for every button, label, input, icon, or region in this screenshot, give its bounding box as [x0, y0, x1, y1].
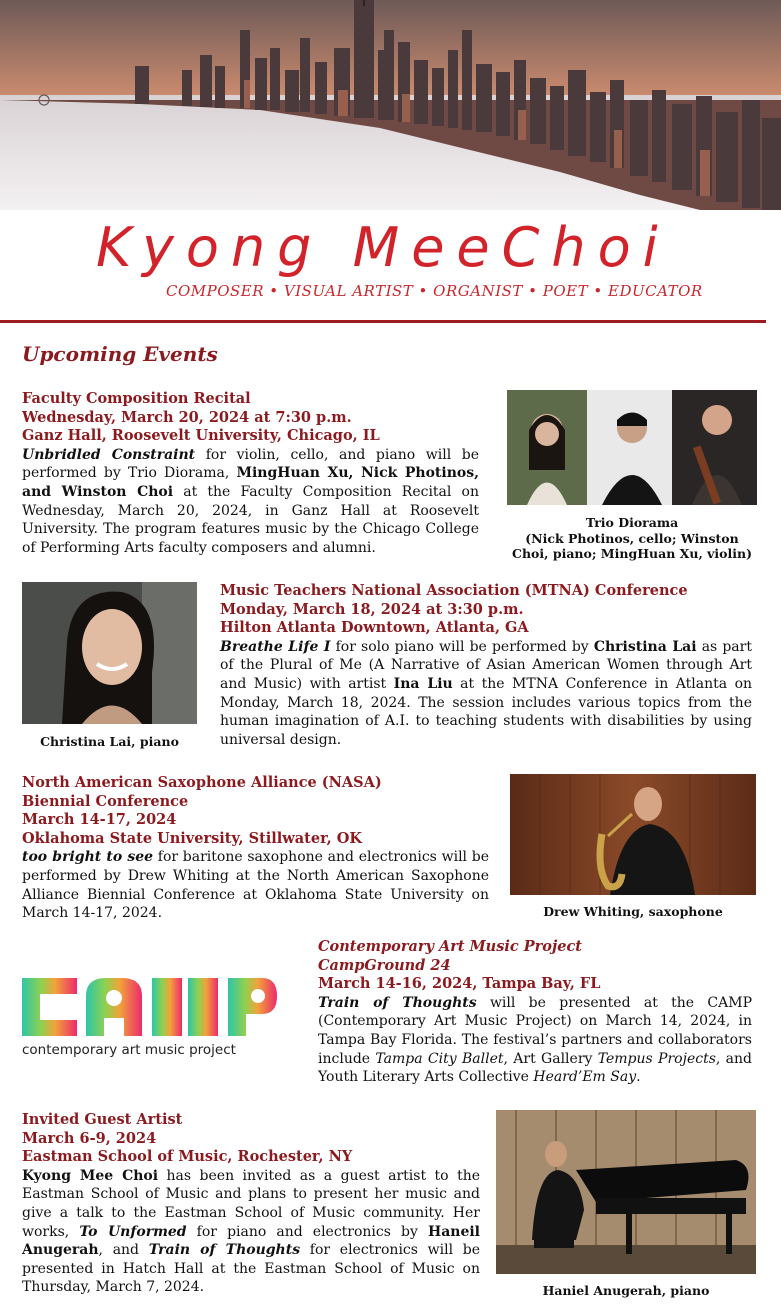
christina-lai-caption: Christina Lai, piano: [40, 734, 179, 749]
event-venue: Oklahoma State University, Stillwater, OK: [22, 829, 363, 847]
event-camp: [318, 938, 752, 1087]
event-title: Faculty Composition Recital: [22, 390, 251, 407]
event-nasa-conference: [22, 774, 489, 923]
event-title: Contemporary Art Music Project: [318, 938, 582, 955]
drew-whiting-photo: [510, 774, 756, 895]
section-title: Upcoming Events: [22, 342, 218, 366]
event-mtna-conference: [220, 582, 752, 749]
event-subtitle: CampGround 24: [318, 956, 451, 974]
header-banner: [0, 0, 781, 210]
event-date: March 14-16, 2024, Tampa Bay, FL: [318, 975, 601, 993]
event-description: Breathe Life I for solo piano will be performed by Christina Lai as part of the Plural of Me (A Narrative of Asian American Women through Art and Music) with artist Ina Liu at the MTNA Conference in Atlanta on Monday, March 18, 2024. The session includes various topics from the human imagination of A.I. to teaching students with disabilities by using universal design.: [220, 638, 753, 748]
event-subtitle: Biennial Conference: [22, 792, 189, 810]
event-date: March 6-9, 2024: [22, 1129, 157, 1147]
event-description: Train of Thoughts will be presented at the CAMP (Contemporary Art Music Project) on March 14, 2024, in Tampa Bay Florida. The festival’s partners and collaborators include Tampa City Ballet, Art Gallery Tempus Projects, and Youth Literary Arts Collective Heard’Em Say.: [318, 994, 752, 1086]
event-eastman: [22, 1111, 480, 1297]
brand-name: Kyong MeeChoi: [96, 216, 670, 279]
event-venue: Hilton Atlanta Downtown, Atlanta, GA: [220, 619, 529, 637]
trio-diorama-photo: [507, 390, 757, 505]
camp-logo: [22, 978, 277, 1058]
event-title: Invited Guest Artist: [22, 1111, 183, 1128]
header-divider: [0, 320, 766, 323]
trio-diorama-caption: Trio Diorama (Nick Photinos, cello; Winston Choi, piano; MingHuan Xu, violin): [512, 515, 752, 561]
brand-tagline: COMPOSER • VISUAL ARTIST • ORGANIST • POET • EDUCATOR: [166, 282, 703, 300]
haniel-anugerah-caption: Haniel Anugerah, piano: [542, 1283, 710, 1298]
event-faculty-recital: [22, 390, 479, 557]
event-date: Monday, March 18, 2024 at 3:30 p.m.: [220, 600, 524, 618]
brand-header: [0, 210, 781, 325]
event-date: March 14-17, 2024: [22, 811, 177, 829]
christina-lai-photo: [22, 582, 197, 724]
event-description: Unbridled Constraint for violin, cello, and piano will be performed by Trio Diorama, MingHuan Xu, Nick Photinos, and Winston Choi at the Faculty Composition Recital on Wednesday, March 20, 2024, in Ganz Hall at Roosevelt University. The program features music by the Chicago College of Performing Arts faculty composers and alumni.: [22, 446, 480, 556]
event-venue: Ganz Hall, Roosevelt University, Chicago, IL: [22, 427, 380, 445]
event-title: North American Saxophone Alliance (NASA): [22, 774, 382, 791]
event-date: Wednesday, March 20, 2024 at 7:30 p.m.: [22, 408, 352, 426]
event-venue: Eastman School of Music, Rochester, NY: [22, 1148, 353, 1166]
event-description: Kyong Mee Choi has been invited as a guest artist to the Eastman School of Music and plans to present her music and give a talk to the Eastman School of Music community. Her works, To Unformed for piano and electronics by Haneil Anugerah, and Train of Thoughts for electronics will be presented in Hatch Hall at the Eastman School of Music on Thursday, March 7, 2024.: [22, 1167, 480, 1296]
drew-whiting-caption: Drew Whiting, saxophone: [543, 904, 723, 919]
skyline-image: [0, 0, 781, 210]
camp-logo-text: contemporary art music project: [22, 1042, 236, 1058]
event-title: Music Teachers National Association (MTNA) Conference: [220, 582, 688, 599]
haniel-anugerah-photo: [496, 1110, 756, 1274]
event-description: too bright to see for baritone saxophone and electronics will be performed by Drew Whiting at the North American Saxophone Alliance Biennial Conference at Oklahoma State University on March 14-17, 2024.: [22, 849, 489, 922]
